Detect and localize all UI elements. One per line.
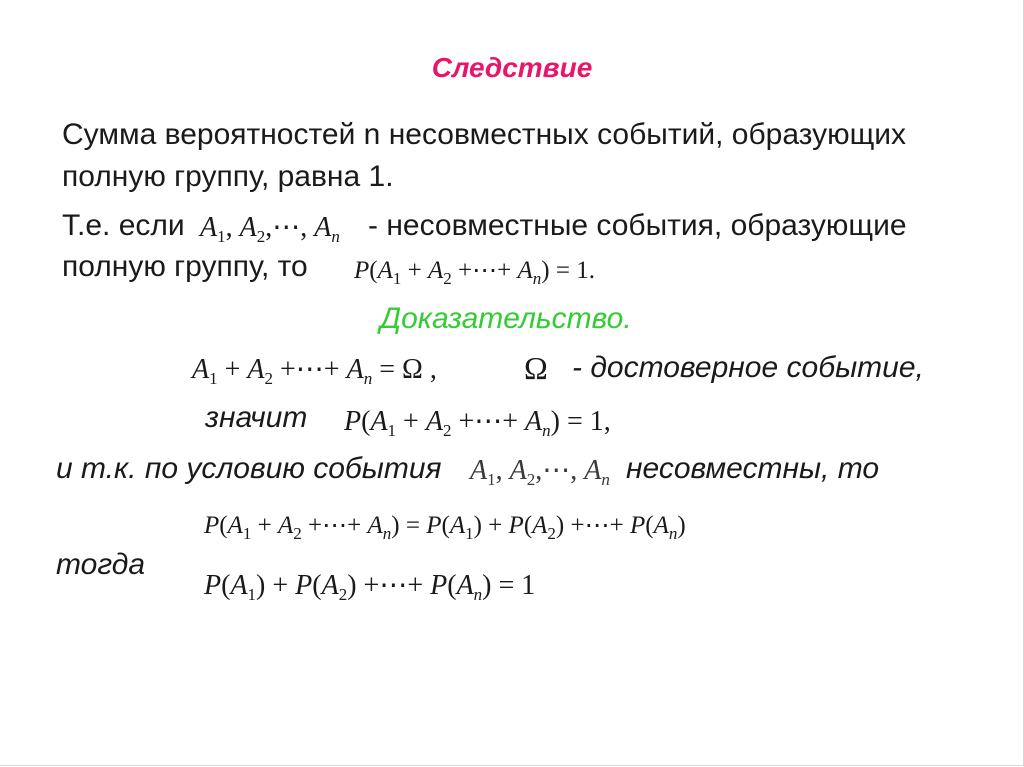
then-word: тогда xyxy=(56,548,146,581)
therefore-word: значит xyxy=(205,401,308,434)
condition-prefix: и т.к. по условию события xyxy=(56,452,442,485)
statement-line-2: полную группу, равна 1. xyxy=(62,160,394,193)
te-line-1-suffix: - несовместные события, образующие xyxy=(368,209,907,242)
omega-symbol: Ω xyxy=(524,350,548,386)
formula-events-list: $A_1$, $A_2,\cdots$, $A_n$ xyxy=(200,212,340,246)
formula-sum-probability: $P(A_1 + A_2$ +⋯+ $A_n) = 1$. xyxy=(354,257,595,288)
statement-line-1: Сумма вероятностей n несовместных событий, образующих xyxy=(62,118,907,151)
formula-addition-theorem: $P(A_1 + A_2$ +⋯+ $A_n) = P(A_1) + P(A_2)$ +⋯+ $P(A_n)$ xyxy=(204,512,686,543)
formula-result: $P(A_1) + P(A_2)$ +⋯+ $P(A_n) = 1$ xyxy=(204,570,536,604)
condition-suffix: несовместны, то xyxy=(626,452,880,485)
proof-label: Доказательство. xyxy=(380,302,632,335)
slide-title: Следствие xyxy=(431,52,593,83)
sure-event-text: - достоверное событие, xyxy=(572,351,924,384)
te-line-1-prefix: Т.е. если xyxy=(62,209,185,242)
te-line-2-prefix: полную группу, то xyxy=(62,250,308,283)
formula-events-list-2: $A_1$, $A_2,\cdots$, $A_n$ xyxy=(470,455,610,489)
formula-sum-omega: $A_1 + A_2$ +⋯+ $A_n = \Omega$ , xyxy=(192,354,437,388)
formula-prob-omega: $P(A_1 + A_2$ +⋯+ $A_n) = 1$, xyxy=(344,406,611,440)
